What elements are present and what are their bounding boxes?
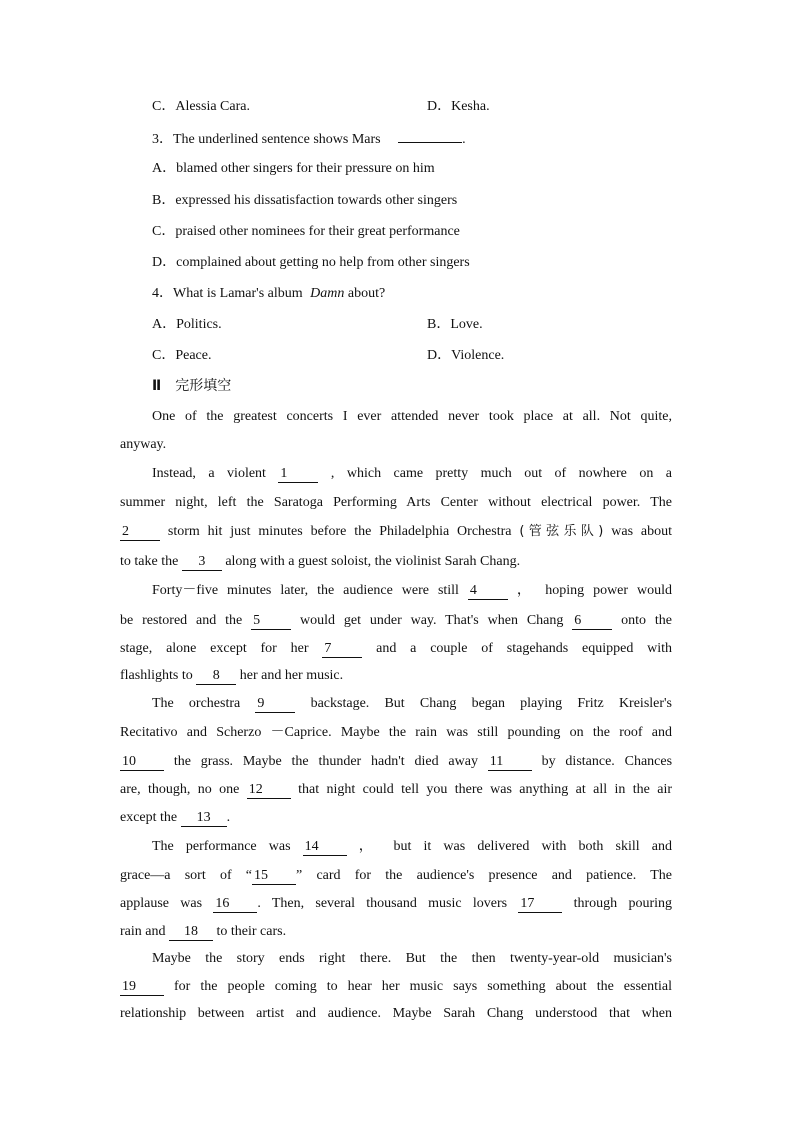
blank-10: 10 [120, 754, 164, 771]
passage-text: rain and [120, 924, 166, 939]
q3-stem [152, 128, 466, 150]
passage-line [152, 581, 672, 601]
passage-line [120, 866, 672, 886]
passage-chinese-gloss: (管弦乐队) [519, 524, 604, 539]
passage-line: relationship between artist and audience. Maybe Sarah Chang understood that when [120, 1006, 672, 1021]
passage-text: backstage. But Chang began playing Fritz Kreisler's [310, 696, 672, 711]
blank-13: 13 [181, 810, 227, 827]
passage-text: her and her music. [239, 668, 344, 683]
passage-line [120, 780, 672, 800]
passage-text: ， but it was delivered with both skill and [358, 839, 672, 854]
passage-line [120, 522, 672, 542]
q2-option-c: C．Alessia Cara. [152, 99, 250, 114]
section-title: 完形填空 [175, 378, 232, 394]
passage-line [120, 977, 672, 997]
passage-text: The performance was [152, 839, 291, 854]
passage-text: storm hit just minutes before the Philadelphia Orchestra [167, 524, 512, 539]
passage-text: along with a guest soloist, the violinist Sarah Chang. [225, 554, 521, 569]
q2-option-d: D．Kesha. [427, 99, 490, 114]
passage-text: applause was [120, 896, 203, 911]
passage-line: summer night, left the Saratoga Performing Arts Center without electrical power. The [120, 495, 672, 510]
passage-line [120, 894, 672, 914]
q3-stem-end: . [462, 132, 466, 147]
blank-18: 18 [169, 924, 213, 941]
passage-text: except the [120, 810, 178, 825]
passage-text: through pouring [573, 896, 673, 911]
passage-line [120, 922, 286, 942]
blank-12: 12 [247, 782, 291, 799]
blank-6: 6 [572, 613, 612, 630]
passage-text: to their cars. [216, 924, 287, 939]
passage-text: The orchestra [152, 696, 241, 711]
q4-stem-before: 4．What is Lamar's album [152, 286, 303, 301]
blank-11: 11 [488, 754, 532, 771]
blank-4: 4 [468, 583, 508, 600]
blank-2: 2 [120, 524, 160, 541]
passage-line [120, 639, 672, 659]
blank-3: 3 [182, 554, 222, 571]
q4-option-a: A．Politics. [152, 317, 222, 332]
passage-text: was about [611, 524, 672, 539]
passage-text: . Then, several thousand music lovers [257, 896, 508, 911]
passage-text: to take the [120, 554, 179, 569]
passage-text: grace—a sort of “ [120, 868, 253, 883]
passage-text: . [226, 810, 231, 825]
blank-14: 14 [303, 839, 347, 856]
blank-1: 1 [278, 466, 318, 483]
passage-text: Instead, a violent [152, 466, 266, 481]
blank-9: 9 [255, 696, 295, 713]
q4-option-b: B．Love. [427, 317, 483, 332]
passage-text: that night could tell you there was anything at all in the air [298, 782, 673, 797]
passage-line [120, 611, 672, 631]
passage-line: Maybe the story ends right there. But the then twenty-year-old musician's [152, 951, 672, 966]
passage-text: Forty－five minutes later, the audience were still [152, 583, 459, 598]
passage-text: for the people coming to hear her music says something about the essential [174, 979, 673, 994]
passage-line [120, 552, 520, 572]
q3-answer-blank [398, 128, 462, 143]
passage-text: ” card for the audience's presence and patience. The [296, 868, 672, 883]
blank-5: 5 [251, 613, 291, 630]
q3-option-b: B．expressed his dissatisfaction towards other singers [152, 193, 458, 208]
passage-line [120, 808, 230, 828]
passage-line [120, 666, 343, 686]
passage-text: , which came pretty much out of nowhere on a [330, 466, 673, 481]
q4-stem-after: about? [347, 286, 386, 301]
section-heading [152, 376, 231, 396]
blank-17: 17 [518, 896, 562, 913]
passage-line: One of the greatest concerts I ever attended never took place at all. Not quite, [152, 409, 672, 424]
blank-8: 8 [196, 668, 236, 685]
passage-text: stage, alone except for her [120, 641, 309, 656]
passage-line: anyway. [120, 437, 167, 452]
passage-text: by distance. Chances [541, 754, 673, 769]
passage-text: ， hoping power would [516, 583, 673, 598]
passage-text: and a couple of stagehands equipped with [376, 641, 673, 656]
passage-line [152, 837, 672, 857]
q3-option-d: D．complained about getting no help from other singers [152, 255, 470, 270]
passage-text: are, though, no one [120, 782, 240, 797]
passage-line [120, 752, 672, 772]
q4-album-title: Damn [310, 286, 345, 301]
passage-text: onto the [621, 613, 673, 628]
passage-text: would get under way. That's when Chang [300, 613, 564, 628]
passage-line: Recitativo and Scherzo －Caprice. Maybe the rain was still pounding on the roof and [120, 725, 672, 740]
q4-option-c: C．Peace. [152, 348, 212, 363]
passage-text: flashlights to [120, 668, 193, 683]
q4-stem [152, 284, 385, 304]
passage-text: be restored and the [120, 613, 243, 628]
passage-line [152, 694, 672, 714]
blank-19: 19 [120, 979, 164, 996]
q3-stem-text: 3．The underlined sentence shows Mars [152, 132, 381, 147]
blank-16: 16 [213, 896, 257, 913]
blank-15: 15 [252, 868, 296, 885]
q4-option-d: D．Violence. [427, 348, 505, 363]
section-roman-numeral: Ⅱ [152, 378, 162, 394]
q3-option-c: C．praised other nominees for their great performance [152, 224, 460, 239]
passage-line [152, 464, 672, 484]
passage-text: the grass. Maybe the thunder hadn't died away [173, 754, 478, 769]
q3-option-a: A．blamed other singers for their pressure on him [152, 161, 435, 176]
blank-7: 7 [322, 641, 362, 658]
